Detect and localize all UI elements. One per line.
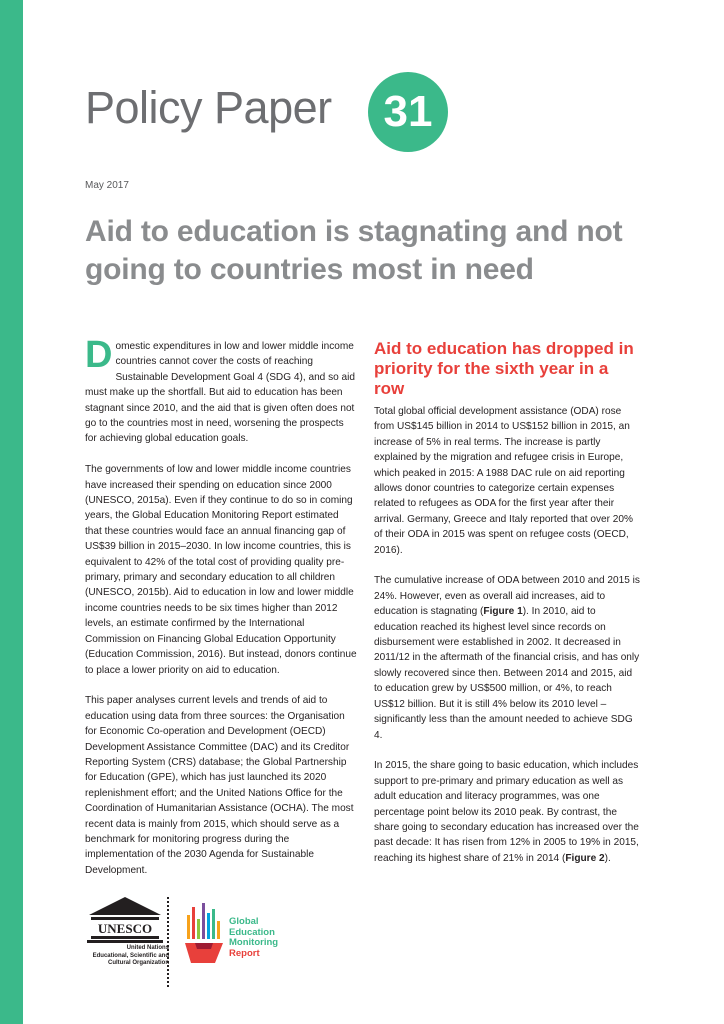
issue-number-badge: 31 [368,72,448,152]
body-paragraph: The governments of low and lower middle income countries have increased their spending on education since 2000 (UNESCO, 2015a). Even if they continue to do so in coming years, the Global Education Monitoring Report estimated that these countries would face an annual financing gap of US$39 billion in 2015–2030. In low income countries, this is equivalent to 42% of the total cost of providing quality pre-primary, primary and secondary education to all children (UNESCO, 2015b). Aid to education in low and lower middle income countries needs to be six times higher than 2012 levels, an estimate confirmed by the International Commission on Financing Global Education Opportunity (Education Commission, 2016). But instead, donors continue to place a lower priority on aid to education. [85,464,357,676]
paper-title: Aid to education is stagnating and not going to countries most in need [85,215,623,286]
publication-date: May 2017 [85,180,129,191]
footer-logos [85,893,325,993]
left-column [85,334,357,894]
series-label: Policy Paper [85,82,332,133]
unesco-name: United Nations Educational, Scientific and Cultural Organization [92,945,169,966]
figure-1-reference[interactable]: Figure 1 [483,606,523,618]
figure-2-reference[interactable]: Figure 2 [565,852,605,864]
side-color-bar [0,0,23,1024]
svg-text:UNESCO: UNESCO [97,921,153,936]
body-paragraph: This paper analyses current levels and trends of aid to education using data from three sources: the Organisation for Economic Co-operation and Development (OECD) Development Assistance Committee (DAC) and its Creditor Reporting System (CRS) database; the Global Partnership for Education (GPE), which has just launched its 2020 replenishment effort; and the United Nations Office for the Coordination of Humanitarian Assistance (OCHA). The most recent data is mainly from 2015, which should serve as a benchmark for monitoring progress during the implementation of the 2030 Agenda for Sustainable Development. [85,695,354,876]
gem-report-name: Global Education Monitoring Report [229,916,279,959]
drop-cap: D [85,334,113,376]
right-column [374,339,642,882]
intro-paragraph [85,334,357,447]
body-paragraph: Total global official development assistance (ODA) rose from US$145 billion in 2014 to US$152 billion in 2015, an increase of 5% in real terms. The increase is partly explained by the migration and refugee crisis in Europe, which peaked in 2015: A 1988 DAC rule on aid reporting allows donor countries to categorize certain expenses related to refugees as ODA for the first year after their arrival. Germany, Greece and Italy reported that over 20% of their ODA in 2015 was spent on refugee costs (OECD, 2016). [374,406,634,556]
section-heading: Aid to education has dropped in priority for the sixth year in a row [374,339,634,398]
intro-text: omestic expenditures in low and lower middle income countries cannot cover the costs of reaching Sustainable Development Goal 4 (SDG 4), and so aid must make up the shortfall. But aid to education has been stagnant since 2010, and the aid that is given often does not go to the countries most in need, worsening the prospects for achieving global education goals. [85,341,356,445]
body-paragraph: In 2015, the share going to basic education, which includes support to pre-primary and primary education as well as adult education and literacy programmes, was one percentage point below its 2010 peak. By contrast, the share going to secondary education has increased over the past decade: It has risen from 12% in 2005 to 19% in 2015, reaching its highest share of 21% in 2014 (Figure 2). [374,760,639,864]
logo-divider [167,897,169,987]
body-paragraph: The cumulative increase of ODA between 2010 and 2015 is 24%. However, even as overall aid increases, aid to education is stagnating (Figure 1). In 2010, aid to education reached its highest level since records on disbursement were established in 2002. It decreased in 2011/12 in the aftermath of the financial crisis, and has only slowly recovered since then. Between 2014 and 2015, aid to education grew by US$500 million, or 4%, to reach US$12 billion. But it is still 4% below its 2010 level – significantly less than the amount needed to achieve SDG 4. [374,575,640,741]
